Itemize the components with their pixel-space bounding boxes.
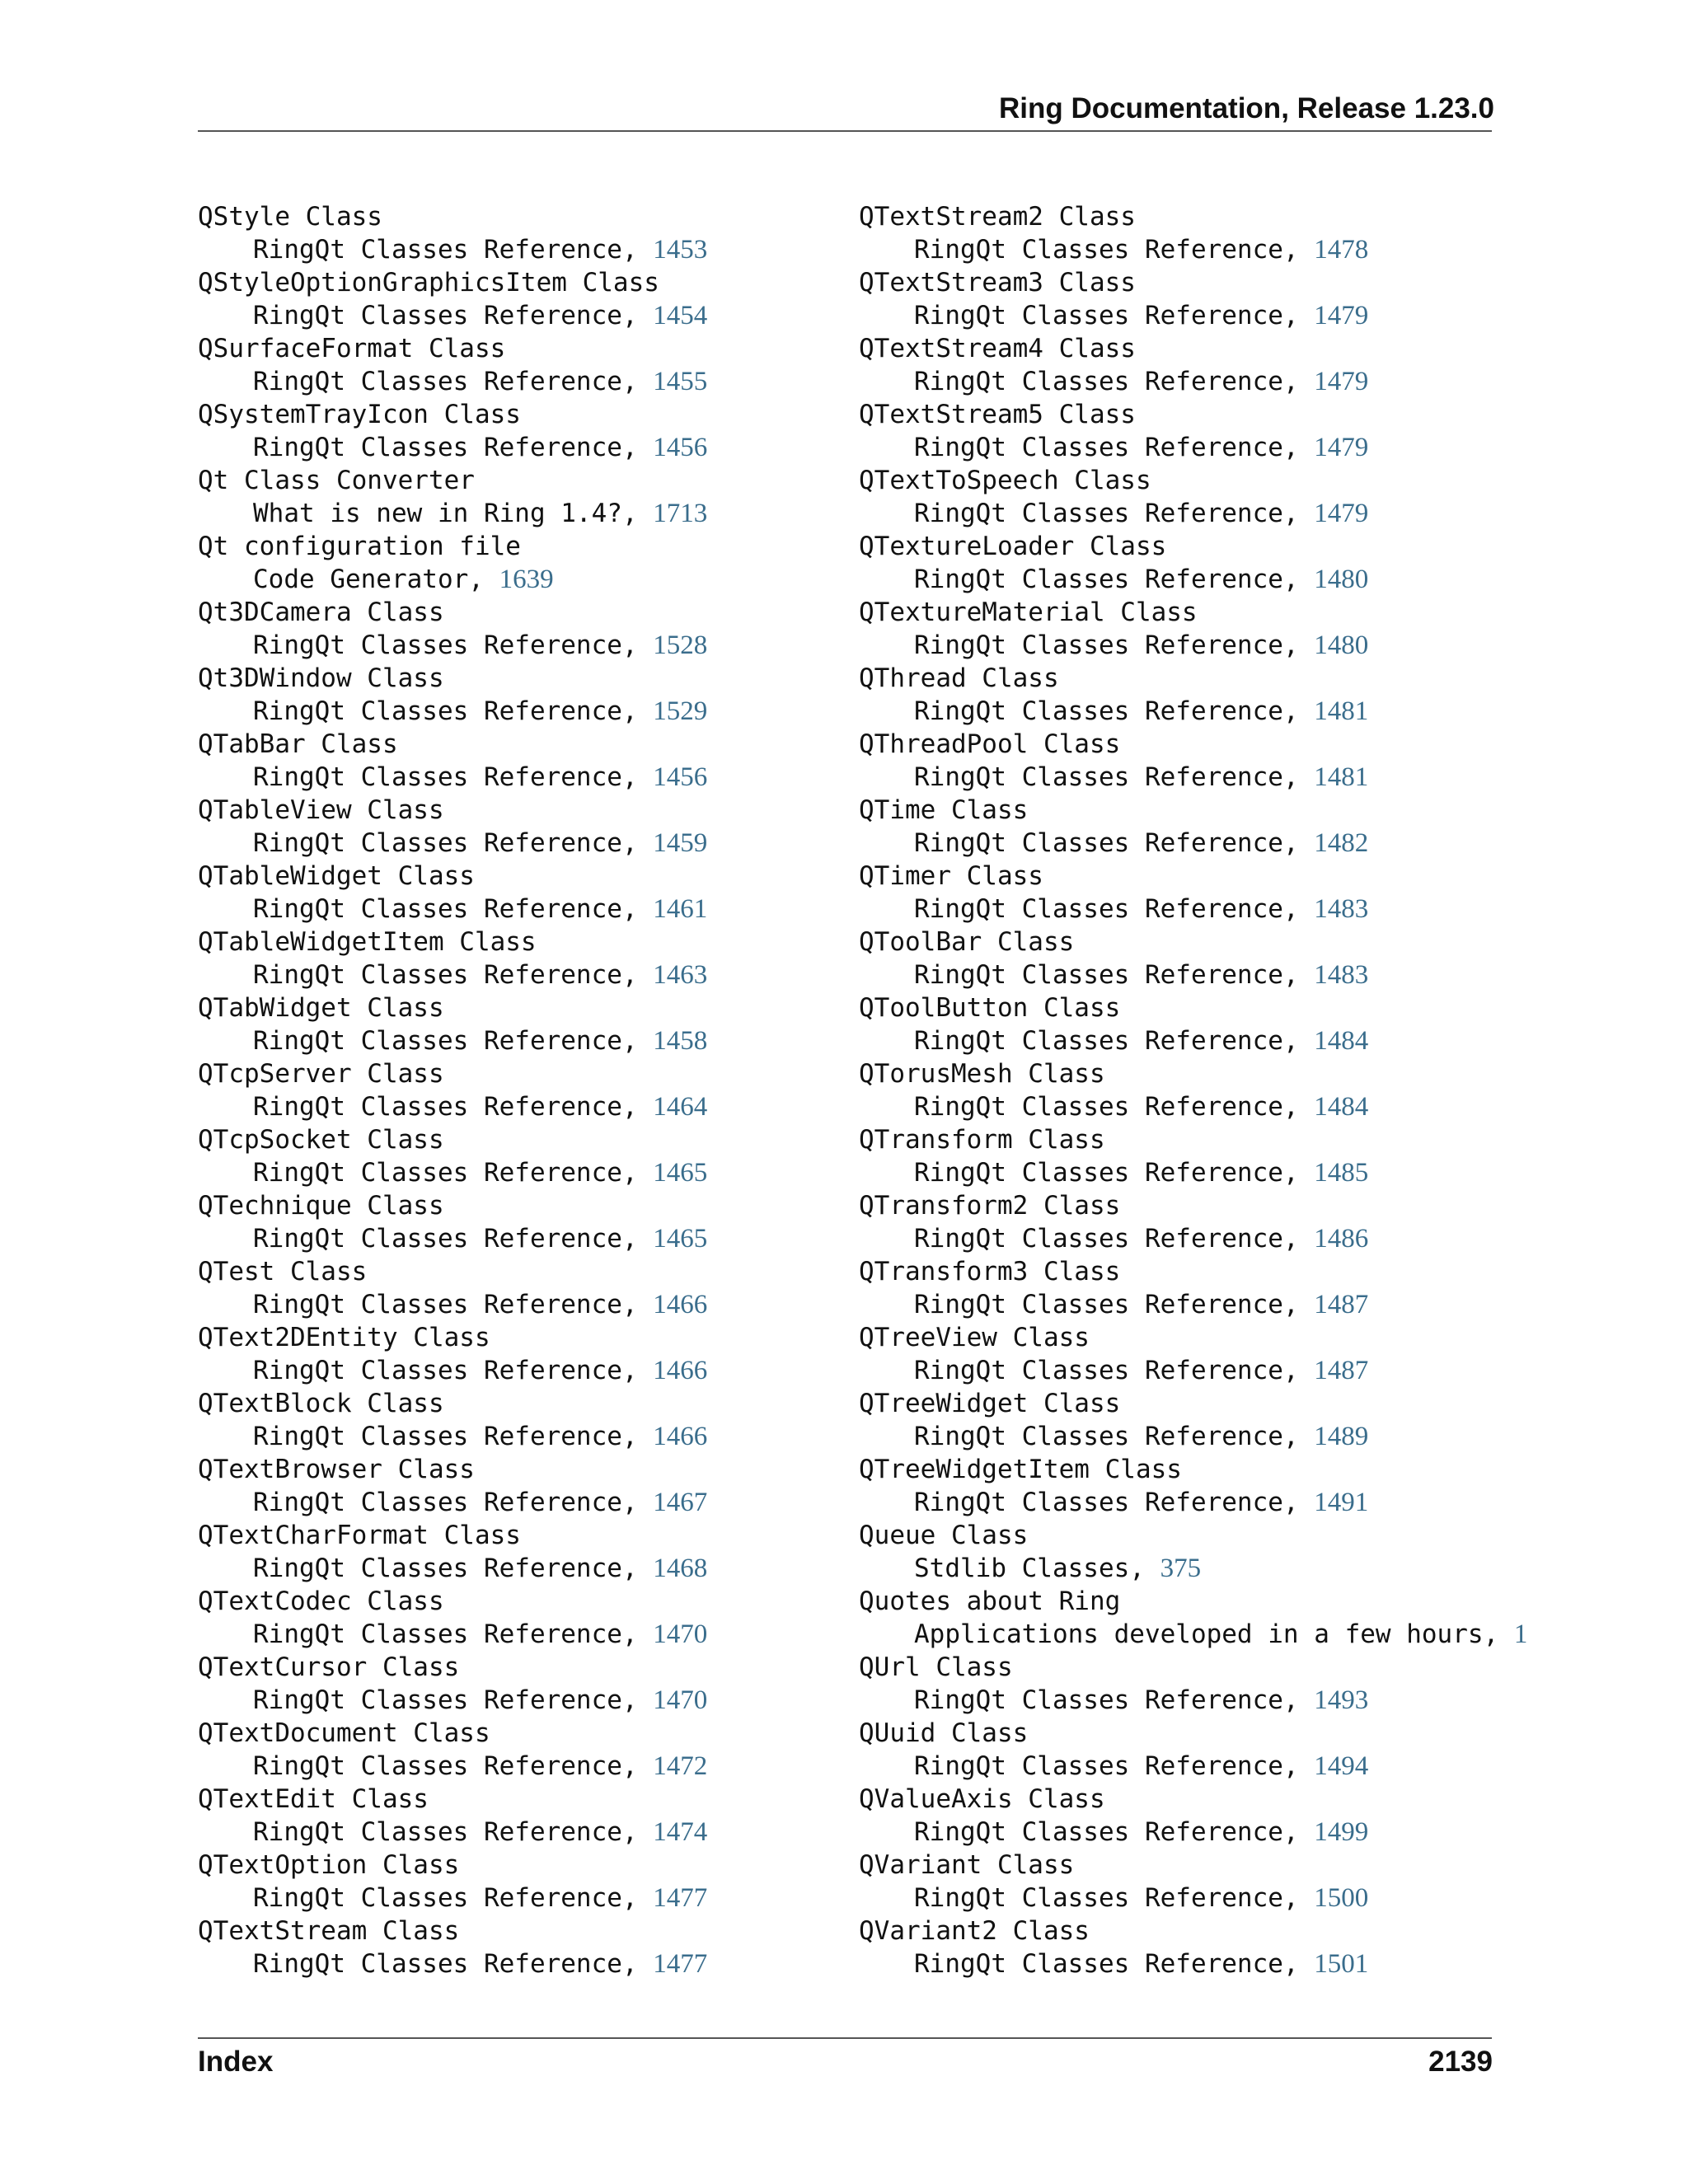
index-entry: [859, 662, 1527, 728]
index-entry: [198, 991, 707, 1057]
index-term: QTabBar Class: [198, 729, 398, 759]
index-subentry: RingQt Classes Reference, 1480: [914, 630, 1369, 660]
index-subentry-text: RingQt Classes Reference: [253, 762, 622, 792]
index-subentry-text: RingQt Classes Reference: [253, 367, 622, 396]
index-subentry-text: RingQt Classes Reference: [253, 1751, 622, 1781]
index-subentry-text: RingQt Classes Reference: [914, 1224, 1283, 1254]
index-subentry: RingQt Classes Reference, 1484: [914, 1026, 1369, 1056]
index-subentry: RingQt Classes Reference, 1528: [253, 630, 708, 660]
index-entry: [198, 926, 707, 991]
index-subentry-text: RingQt Classes Reference: [914, 1356, 1283, 1385]
index-subentry: RingQt Classes Reference, 1465: [253, 1224, 708, 1254]
index-subentry: RingQt Classes Reference, 1477: [253, 1949, 708, 1979]
index-entry: [198, 266, 707, 332]
index-term: QTextStream2 Class: [859, 202, 1136, 232]
index-subentry-text: RingQt Classes Reference: [253, 1422, 622, 1451]
index-term: QTextToSpeech Class: [859, 466, 1151, 495]
index-subentry: RingQt Classes Reference, 1483: [914, 960, 1369, 990]
index-term: QTextDocument Class: [198, 1718, 490, 1748]
index-page-link[interactable]: 1487: [1314, 1290, 1369, 1319]
index-term: QTreeView Class: [859, 1323, 1090, 1352]
index-subentry-text: RingQt Classes Reference: [914, 1883, 1283, 1913]
index-page-link[interactable]: 1494: [1314, 1751, 1369, 1781]
index-page-link[interactable]: 1455: [653, 367, 708, 396]
index-term: QStyle Class: [198, 202, 382, 232]
index-entry: [198, 1189, 707, 1255]
index-entry: [859, 1057, 1527, 1123]
index-subentry: Stdlib Classes, 375: [914, 1554, 1202, 1583]
index-entry: [198, 794, 707, 860]
index-subentry-text: RingQt Classes Reference: [253, 1224, 622, 1254]
index-term: QTextStream4 Class: [859, 334, 1136, 363]
index-subentry-text: RingQt Classes Reference: [253, 1817, 622, 1847]
index-subentry: RingQt Classes Reference, 1459: [253, 828, 708, 858]
index-page-link[interactable]: 1486: [1314, 1224, 1369, 1254]
index-subentry: RingQt Classes Reference, 1501: [914, 1949, 1369, 1979]
index-subentry-text: RingQt Classes Reference: [914, 565, 1283, 594]
index-page-link[interactable]: 1484: [1314, 1092, 1369, 1122]
index-term: QToolButton Class: [859, 993, 1121, 1023]
index-term: QTableView Class: [198, 795, 444, 825]
index-subentry-text: RingQt Classes Reference: [914, 1026, 1283, 1056]
index-page-link[interactable]: 1483: [1314, 894, 1369, 924]
index-term: QTorusMesh Class: [859, 1059, 1105, 1089]
index-term: QToolBar Class: [859, 927, 1075, 957]
index-subentry: RingQt Classes Reference, 1472: [253, 1751, 708, 1781]
index-subentry-text: RingQt Classes Reference: [914, 762, 1283, 792]
index-subentry: Code Generator, 1639: [253, 565, 554, 594]
index-term: QTextOption Class: [198, 1850, 460, 1880]
index-entry: [859, 1651, 1527, 1717]
index-page-link[interactable]: 1466: [653, 1290, 708, 1319]
index-term: QText2DEntity Class: [198, 1323, 490, 1352]
index-entry: [859, 1915, 1527, 1980]
index-entry: [859, 1387, 1527, 1453]
index-subentry: RingQt Classes Reference, 1464: [253, 1092, 708, 1122]
index-subentry-text: RingQt Classes Reference: [253, 696, 622, 726]
index-entry: [198, 1717, 707, 1783]
index-entry: [198, 200, 707, 266]
index-entry: [859, 332, 1527, 398]
index-subentry-text: What is new in Ring 1.4?: [253, 499, 622, 528]
index-term: QTextCharFormat Class: [198, 1521, 521, 1550]
index-subentry-text: RingQt Classes Reference: [914, 499, 1283, 528]
index-subentry-text: Code Generator: [253, 565, 469, 594]
index-subentry: RingQt Classes Reference, 1466: [253, 1422, 708, 1451]
index-page-link[interactable]: 1480: [1314, 630, 1369, 660]
index-subentry: RingQt Classes Reference, 1482: [914, 828, 1369, 858]
index-term: QTextCodec Class: [198, 1586, 444, 1616]
index-page-link[interactable]: 1499: [1314, 1817, 1369, 1847]
index-page-link[interactable]: 1479: [1314, 301, 1369, 330]
index-subentry-text: RingQt Classes Reference: [253, 1949, 622, 1979]
index-entry: [198, 1453, 707, 1519]
index-subentry: RingQt Classes Reference, 1461: [253, 894, 708, 924]
index-page-link[interactable]: 1479: [1314, 433, 1369, 462]
index-term: QTableWidget Class: [198, 861, 475, 891]
index-subentry: RingQt Classes Reference, 1491: [914, 1488, 1369, 1517]
index-entry: [198, 398, 707, 464]
index-column-left: [198, 200, 707, 1980]
index-term: QTextBrowser Class: [198, 1455, 475, 1484]
index-page-link[interactable]: 1489: [1314, 1422, 1369, 1451]
index-entry: [198, 1651, 707, 1717]
index-subentry-text: RingQt Classes Reference: [253, 1356, 622, 1385]
index-term: QTreeWidget Class: [859, 1389, 1121, 1418]
index-term: QTextBlock Class: [198, 1389, 444, 1418]
index-entry: [198, 1057, 707, 1123]
index-subentry-text: RingQt Classes Reference: [914, 894, 1283, 924]
index-subentry: RingQt Classes Reference, 1486: [914, 1224, 1369, 1254]
index-entry: [198, 1255, 707, 1321]
index-subentry-text: RingQt Classes Reference: [914, 301, 1283, 330]
index-subentry-text: RingQt Classes Reference: [914, 235, 1283, 265]
index-subentry: RingQt Classes Reference, 1465: [253, 1158, 708, 1188]
index-term: QTreeWidgetItem Class: [859, 1455, 1182, 1484]
index-subentry-text: RingQt Classes Reference: [914, 1422, 1283, 1451]
index-subentry: RingQt Classes Reference, 1483: [914, 894, 1369, 924]
index-subentry: RingQt Classes Reference, 1456: [253, 433, 708, 462]
index-term: Qt configuration file: [198, 532, 521, 561]
index-subentry: RingQt Classes Reference, 1467: [253, 1488, 708, 1517]
index-page-link[interactable]: 1485: [1314, 1158, 1369, 1188]
index-entry: [859, 596, 1527, 662]
index-term: QTextStream Class: [198, 1916, 460, 1946]
index-subentry-text: RingQt Classes Reference: [914, 1488, 1283, 1517]
index-page-link[interactable]: 1491: [1314, 1488, 1369, 1517]
index-entry: [198, 1849, 707, 1915]
index-term: QTextStream3 Class: [859, 268, 1136, 298]
index-subentry: RingQt Classes Reference, 1474: [253, 1817, 708, 1847]
index-term: QUuid Class: [859, 1718, 1029, 1748]
index-entry: [198, 1123, 707, 1189]
index-entry: [198, 1585, 707, 1651]
index-subentry: RingQt Classes Reference, 1500: [914, 1883, 1369, 1913]
index-entry: [198, 1915, 707, 1980]
index-subentry: RingQt Classes Reference, 1484: [914, 1092, 1369, 1122]
index-page-link[interactable]: 1493: [1314, 1685, 1369, 1715]
index-entry: [859, 794, 1527, 860]
index-term: QTextureLoader Class: [859, 532, 1167, 561]
index-subentry: RingQt Classes Reference, 1489: [914, 1422, 1369, 1451]
index-term: QSystemTrayIcon Class: [198, 400, 521, 429]
index-subentry-text: RingQt Classes Reference: [253, 301, 622, 330]
index-subentry-text: RingQt Classes Reference: [253, 1092, 622, 1122]
index-entry: [859, 1519, 1527, 1585]
index-page-link[interactable]: 1468: [653, 1554, 708, 1583]
index-page-link[interactable]: 375: [1160, 1554, 1202, 1583]
index-subentry-text: RingQt Classes Reference: [914, 1751, 1283, 1781]
index-page-link[interactable]: 1477: [653, 1883, 708, 1913]
index-entry: [859, 266, 1527, 332]
index-entry: [859, 1255, 1527, 1321]
index-subentry-text: RingQt Classes Reference: [914, 696, 1283, 726]
index-entry: [198, 530, 707, 596]
index-subentry: RingQt Classes Reference, 1470: [253, 1619, 708, 1649]
index-page-link[interactable]: 1479: [1314, 367, 1369, 396]
index-subentry-text: RingQt Classes Reference: [914, 1685, 1283, 1715]
index-term: QVariant2 Class: [859, 1916, 1090, 1946]
index-entry: [859, 1585, 1527, 1651]
index-subentry-text: RingQt Classes Reference: [914, 630, 1283, 660]
index-subentry-text: Stdlib Classes: [914, 1554, 1130, 1583]
index-page-link[interactable]: 1470: [653, 1685, 708, 1715]
index-subentry-text: RingQt Classes Reference: [914, 1949, 1283, 1979]
index-term: QTransform2 Class: [859, 1191, 1121, 1221]
index-entry: [198, 464, 707, 530]
index-subentry-text: RingQt Classes Reference: [253, 235, 622, 265]
index-term: QThread Class: [859, 663, 1059, 693]
index-page-link[interactable]: 1464: [653, 1092, 708, 1122]
index-page-link[interactable]: 1465: [653, 1224, 708, 1254]
index-subentry-text: RingQt Classes Reference: [914, 960, 1283, 990]
index-entry: [859, 991, 1527, 1057]
index-page-link[interactable]: 1453: [653, 235, 708, 265]
index-page-link[interactable]: 1481: [1314, 696, 1369, 726]
index-page-link[interactable]: 1458: [653, 1026, 708, 1056]
index-subentry: RingQt Classes Reference, 1455: [253, 367, 708, 396]
index-page-link[interactable]: 1713: [653, 499, 708, 528]
index-page-link[interactable]: 1466: [653, 1422, 708, 1451]
index-subentry: RingQt Classes Reference, 1463: [253, 960, 708, 990]
index-entry: [859, 464, 1527, 530]
index-subentry: RingQt Classes Reference, 1493: [914, 1685, 1369, 1715]
index-entry: [859, 1783, 1527, 1849]
index-subentry-text: RingQt Classes Reference: [253, 1685, 622, 1715]
index-subentry: RingQt Classes Reference, 1468: [253, 1554, 708, 1583]
index-subentry: Applications developed in a few hours, 1: [914, 1619, 1528, 1649]
index-subentry: RingQt Classes Reference, 1477: [253, 1883, 708, 1913]
index-subentry: RingQt Classes Reference, 1454: [253, 301, 708, 330]
index-entry: [859, 728, 1527, 794]
index-term: QTextStream5 Class: [859, 400, 1136, 429]
index-page-link[interactable]: 1484: [1314, 1026, 1369, 1056]
index-subentry-text: Applications developed in a few hours: [914, 1619, 1484, 1649]
index-subentry: RingQt Classes Reference, 1479: [914, 433, 1369, 462]
index-subentry-text: RingQt Classes Reference: [914, 1158, 1283, 1188]
index-subentry-text: RingQt Classes Reference: [253, 1619, 622, 1649]
index-term: QTransform3 Class: [859, 1257, 1121, 1286]
index-page-link[interactable]: 1: [1513, 1619, 1528, 1649]
index-entry: [198, 332, 707, 398]
index-subentry: RingQt Classes Reference, 1485: [914, 1158, 1369, 1188]
index-entry: [859, 1453, 1527, 1519]
index-page-link[interactable]: 1470: [653, 1619, 708, 1649]
index-subentry: RingQt Classes Reference, 1478: [914, 235, 1369, 265]
index-entry: [198, 662, 707, 728]
index-term: QTextEdit Class: [198, 1784, 429, 1814]
index-page-link[interactable]: 1466: [653, 1356, 708, 1385]
index-subentry-text: RingQt Classes Reference: [253, 1488, 622, 1517]
index-subentry: RingQt Classes Reference, 1479: [914, 367, 1369, 396]
index-page-link[interactable]: 1463: [653, 960, 708, 990]
footer-page-number: 2139: [1428, 2046, 1493, 2078]
index-page-link[interactable]: 1478: [1314, 235, 1369, 265]
index-subentry-text: RingQt Classes Reference: [253, 1554, 622, 1583]
header-rule: [198, 130, 1492, 132]
index-subentry-text: RingQt Classes Reference: [253, 828, 622, 858]
index-term: QTransform Class: [859, 1125, 1105, 1155]
index-term: Qt Class Converter: [198, 466, 475, 495]
index-page-link[interactable]: 1639: [499, 565, 554, 594]
index-term: QSurfaceFormat Class: [198, 334, 506, 363]
index-column-right: [859, 200, 1527, 1980]
index-subentry: RingQt Classes Reference, 1480: [914, 565, 1369, 594]
index-entry: [859, 1717, 1527, 1783]
index-term: QTechnique Class: [198, 1191, 444, 1221]
index-subentry: RingQt Classes Reference, 1494: [914, 1751, 1369, 1781]
index-subentry-text: RingQt Classes Reference: [914, 433, 1283, 462]
index-page-link[interactable]: 1501: [1314, 1949, 1369, 1979]
index-subentry-text: RingQt Classes Reference: [253, 1026, 622, 1056]
index-entry: [859, 530, 1527, 596]
index-term: QThreadPool Class: [859, 729, 1121, 759]
index-subentry: RingQt Classes Reference, 1456: [253, 762, 708, 792]
index-entry: [859, 1321, 1527, 1387]
index-term: Qt3DWindow Class: [198, 663, 444, 693]
index-entry: [859, 860, 1527, 926]
index-term: QTimer Class: [859, 861, 1043, 891]
index-term: QTextureMaterial Class: [859, 598, 1198, 627]
index-entry: [859, 926, 1527, 991]
index-term: QVariant Class: [859, 1850, 1075, 1880]
footer-section-label: Index: [198, 2046, 274, 2078]
index-entry: [198, 860, 707, 926]
index-subentry: RingQt Classes Reference, 1529: [253, 696, 708, 726]
index-subentry-text: RingQt Classes Reference: [253, 433, 622, 462]
index-term: QTabWidget Class: [198, 993, 444, 1023]
index-subentry: What is new in Ring 1.4?, 1713: [253, 499, 708, 528]
index-subentry-text: RingQt Classes Reference: [914, 1290, 1283, 1319]
index-entry: [859, 1189, 1527, 1255]
index-subentry-text: RingQt Classes Reference: [253, 960, 622, 990]
footer-rule: [198, 2037, 1492, 2039]
index-entry: [198, 596, 707, 662]
index-subentry: RingQt Classes Reference, 1481: [914, 762, 1369, 792]
index-subentry-text: RingQt Classes Reference: [253, 1883, 622, 1913]
index-page-link[interactable]: 1461: [653, 894, 708, 924]
index-subentry-text: RingQt Classes Reference: [914, 367, 1283, 396]
index-page-link[interactable]: 1459: [653, 828, 708, 858]
index-entry: [198, 1783, 707, 1849]
index-term: Queue Class: [859, 1521, 1029, 1550]
index-subentry: RingQt Classes Reference, 1479: [914, 499, 1369, 528]
index-page-link[interactable]: 1528: [653, 630, 708, 660]
index-entry: [198, 728, 707, 794]
index-subentry: RingQt Classes Reference, 1481: [914, 696, 1369, 726]
index-page-link[interactable]: 1479: [1314, 499, 1369, 528]
index-term: QValueAxis Class: [859, 1784, 1105, 1814]
index-page-link[interactable]: 1472: [653, 1751, 708, 1781]
index-page-link[interactable]: 1465: [653, 1158, 708, 1188]
index-subentry-text: RingQt Classes Reference: [914, 828, 1283, 858]
index-page-link[interactable]: 1529: [653, 696, 708, 726]
index-entry: [859, 200, 1527, 266]
index-page-link[interactable]: 1467: [653, 1488, 708, 1517]
index-subentry-text: RingQt Classes Reference: [253, 630, 622, 660]
index-page-link[interactable]: 1456: [653, 762, 708, 792]
index-subentry: RingQt Classes Reference, 1479: [914, 301, 1369, 330]
index-subentry: RingQt Classes Reference, 1458: [253, 1026, 708, 1056]
index-page-link[interactable]: 1483: [1314, 960, 1369, 990]
index-subentry: RingQt Classes Reference, 1466: [253, 1356, 708, 1385]
index-subentry-text: RingQt Classes Reference: [914, 1817, 1283, 1847]
index-entry: [859, 1849, 1527, 1915]
index-subentry: RingQt Classes Reference, 1453: [253, 235, 708, 265]
index-entry: [198, 1387, 707, 1453]
index-subentry: RingQt Classes Reference, 1499: [914, 1817, 1369, 1847]
index-term: QUrl Class: [859, 1652, 1013, 1682]
index-term: QTime Class: [859, 795, 1029, 825]
index-entry: [859, 398, 1527, 464]
index-subentry: RingQt Classes Reference, 1487: [914, 1290, 1369, 1319]
index-term: Quotes about Ring: [859, 1586, 1121, 1616]
index-page-link[interactable]: 1456: [653, 433, 708, 462]
index-term: QStyleOptionGraphicsItem Class: [198, 268, 659, 298]
index-page-link[interactable]: 1481: [1314, 762, 1369, 792]
index-term: QTextCursor Class: [198, 1652, 460, 1682]
index-subentry-text: RingQt Classes Reference: [253, 894, 622, 924]
index-page-link[interactable]: 1454: [653, 301, 708, 330]
index-term: QTest Class: [198, 1257, 368, 1286]
index-subentry: RingQt Classes Reference, 1487: [914, 1356, 1369, 1385]
index-subentry-text: RingQt Classes Reference: [914, 1092, 1283, 1122]
index-entry: [859, 1123, 1527, 1189]
index-subentry: RingQt Classes Reference, 1466: [253, 1290, 708, 1319]
index-page-link[interactable]: 1487: [1314, 1356, 1369, 1385]
index-term: QTcpServer Class: [198, 1059, 444, 1089]
index-term: QTableWidgetItem Class: [198, 927, 537, 957]
index-term: QTcpSocket Class: [198, 1125, 444, 1155]
index-subentry-text: RingQt Classes Reference: [253, 1158, 622, 1188]
index-page-link[interactable]: 1480: [1314, 565, 1369, 594]
index-term: Qt3DCamera Class: [198, 598, 444, 627]
index-entry: [198, 1519, 707, 1585]
index-page-link[interactable]: 1477: [653, 1949, 708, 1979]
index-subentry-text: RingQt Classes Reference: [253, 1290, 622, 1319]
index-page-link[interactable]: 1482: [1314, 828, 1369, 858]
index-page-link[interactable]: 1474: [653, 1817, 708, 1847]
index-page-link[interactable]: 1500: [1314, 1883, 1369, 1913]
index-subentry: RingQt Classes Reference, 1470: [253, 1685, 708, 1715]
index-entry: [198, 1321, 707, 1387]
page-header-title: Ring Documentation, Release 1.23.0: [998, 92, 1494, 124]
